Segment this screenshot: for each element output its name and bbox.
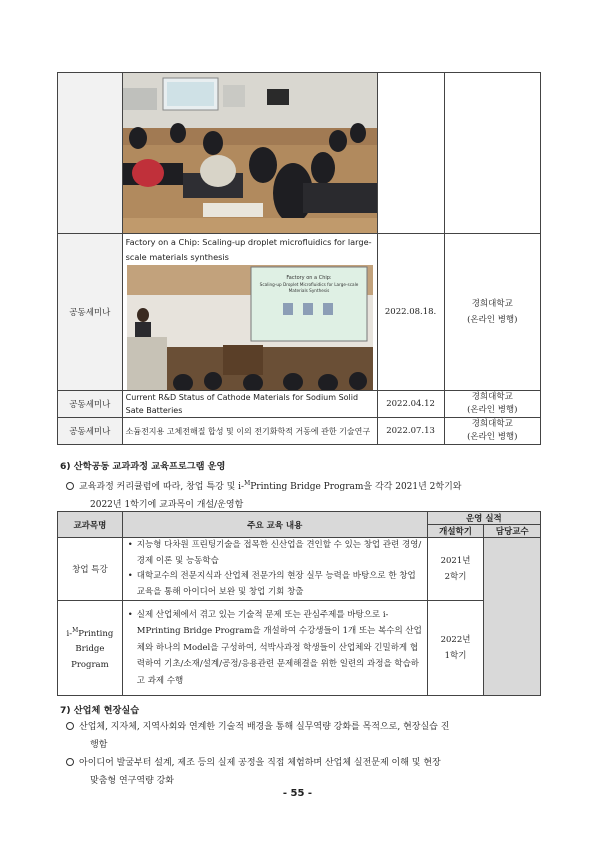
seminar-place-line1: 경희대학교 bbox=[471, 419, 513, 429]
seminar-type: 공동세미나 bbox=[58, 391, 123, 418]
section-6-bullet-cont: 2022년 1학기에 교과목이 개설/운영함 bbox=[90, 500, 244, 510]
seminar-place-line1: 경희대학교 bbox=[471, 299, 513, 309]
seminar-date: 2022.04.12 bbox=[377, 391, 444, 418]
curriculum-table bbox=[57, 511, 541, 696]
section-7 bbox=[60, 702, 540, 790]
content-item: • 대학교수의 전문지식과 산업체 전문가의 현장 실무 능력을 바탕으로 한 창업 교육을 통해 아이디어 보완 및 창업 기회 창출 bbox=[123, 569, 427, 600]
section-6-heading: 6) 산학공동 교과과정 교육프로그램 운영 bbox=[60, 461, 226, 472]
bullet-circle-icon bbox=[66, 482, 74, 490]
seminar-title-text: Current R&D Status of Cathode Materials for Sodium Solid Sate Batteries bbox=[125, 393, 359, 415]
header-subject: 교과목명 bbox=[58, 512, 123, 538]
seminar-photo-cell bbox=[122, 73, 377, 234]
section-6-bullet: 교육과정 커리큘럼에 따라, 창업 특강 및 i-$^M$Printing Bridge Program을 각각 2021년 2학기와 bbox=[60, 475, 540, 496]
section-7-bullet-1: 산업체, 지자체, 지역사회와 연계한 기술적 배경을 통해 실무역량 강화를 목적으로, 현장실습 진 bbox=[60, 718, 540, 736]
seminar-date-cell bbox=[377, 73, 444, 234]
svg-text:Factory on a Chip:: Factory on a Chip: bbox=[286, 275, 332, 281]
section-7-heading: 7) 산업체 현장실습 bbox=[60, 705, 140, 716]
semester-cell: 2022년 1학기 bbox=[427, 601, 484, 696]
seminar-place bbox=[444, 418, 540, 445]
seminar-date: 2022.07.13 bbox=[377, 418, 444, 445]
seminar-date: 2022.08.18. bbox=[377, 234, 444, 391]
content-cell bbox=[122, 601, 427, 696]
lecture-room-photo bbox=[123, 73, 377, 233]
section-7-bullet-1-cont: 행함 bbox=[90, 740, 108, 750]
subject-cell: i-$^M$Printing Bridge Program bbox=[58, 601, 123, 696]
seminar-title: Factory on a Chip: Scaling-up droplet microfluidics for large-scale materials synthesis bbox=[125, 237, 372, 262]
header-semester: 개설학기 bbox=[427, 525, 484, 538]
section-7-bullet-2: 아이디어 발굴부터 설계, 제조 등의 실제 공정을 직접 체험하며 산업체 실전문제 이해 및 현장 bbox=[60, 754, 540, 772]
seminar-place-line1: 경희대학교 bbox=[471, 392, 513, 402]
seminar-type: 공동세미나 bbox=[58, 418, 123, 445]
seminar-place-line2: (온라인 병행) bbox=[467, 432, 518, 442]
svg-text:Scaling-up Droplet Microfluidi: Scaling-up Droplet Microfluidics for Large-scale bbox=[259, 282, 358, 287]
header-professor: 담당교수 bbox=[484, 525, 541, 538]
section-6 bbox=[60, 458, 540, 514]
page-number: - 55 - bbox=[282, 788, 313, 799]
seminar-title bbox=[122, 391, 377, 418]
seminar-place-line2: (온라인 병행) bbox=[467, 405, 518, 415]
header-content: 주요 교육 내용 bbox=[122, 512, 427, 538]
section-7-bullet-2-cont: 맞춤형 연구역량 강화 bbox=[90, 776, 174, 786]
presentation-photo bbox=[123, 265, 377, 390]
content-cell bbox=[122, 538, 427, 601]
seminar-table bbox=[57, 72, 541, 445]
professor-cell bbox=[484, 538, 541, 696]
bullet-circle-icon bbox=[66, 722, 74, 730]
seminar-title bbox=[122, 418, 377, 445]
content-item: • 지능형 다차원 프린팅기술을 접목한 신산업을 견인할 수 있는 창업 관련 경영/경제 이론 및 능동학습 bbox=[123, 538, 427, 569]
seminar-title-cell bbox=[122, 234, 377, 391]
seminar-title-text: 소듐전지용 고체전해질 합성 및 이의 전기화학적 거동에 관한 기술연구 bbox=[125, 426, 371, 436]
seminar-type-cell bbox=[58, 73, 123, 234]
bullet-circle-icon bbox=[66, 758, 74, 766]
seminar-place bbox=[444, 391, 540, 418]
seminar-place-line2: (온라인 병행) bbox=[467, 315, 518, 325]
svg-text:Materials Synthesis: Materials Synthesis bbox=[288, 288, 329, 293]
semester-cell: 2021년 2학기 bbox=[427, 538, 484, 601]
seminar-place bbox=[444, 234, 540, 391]
seminar-type: 공동세미나 bbox=[58, 234, 123, 391]
subject-cell: 창업 특강 bbox=[58, 538, 123, 601]
header-operation: 운영 실적 bbox=[427, 512, 540, 525]
content-item: • 실제 산업체에서 겪고 있는 기술적 문제 또는 관심주제를 바탕으로 i-MPrinting Bridge Program을 개설하여 수강생들이 1개 또는 복수의 산업체와 하나의 Model을 구성하여, 석박사과정 학생들이 산업체와 긴밀하게 협력하여 기초/소재/설계/공정/응용관련 문제해결을 위한 일련의 과정을 학습하고 과제 수행 bbox=[123, 607, 427, 690]
seminar-place-cell bbox=[444, 73, 540, 234]
